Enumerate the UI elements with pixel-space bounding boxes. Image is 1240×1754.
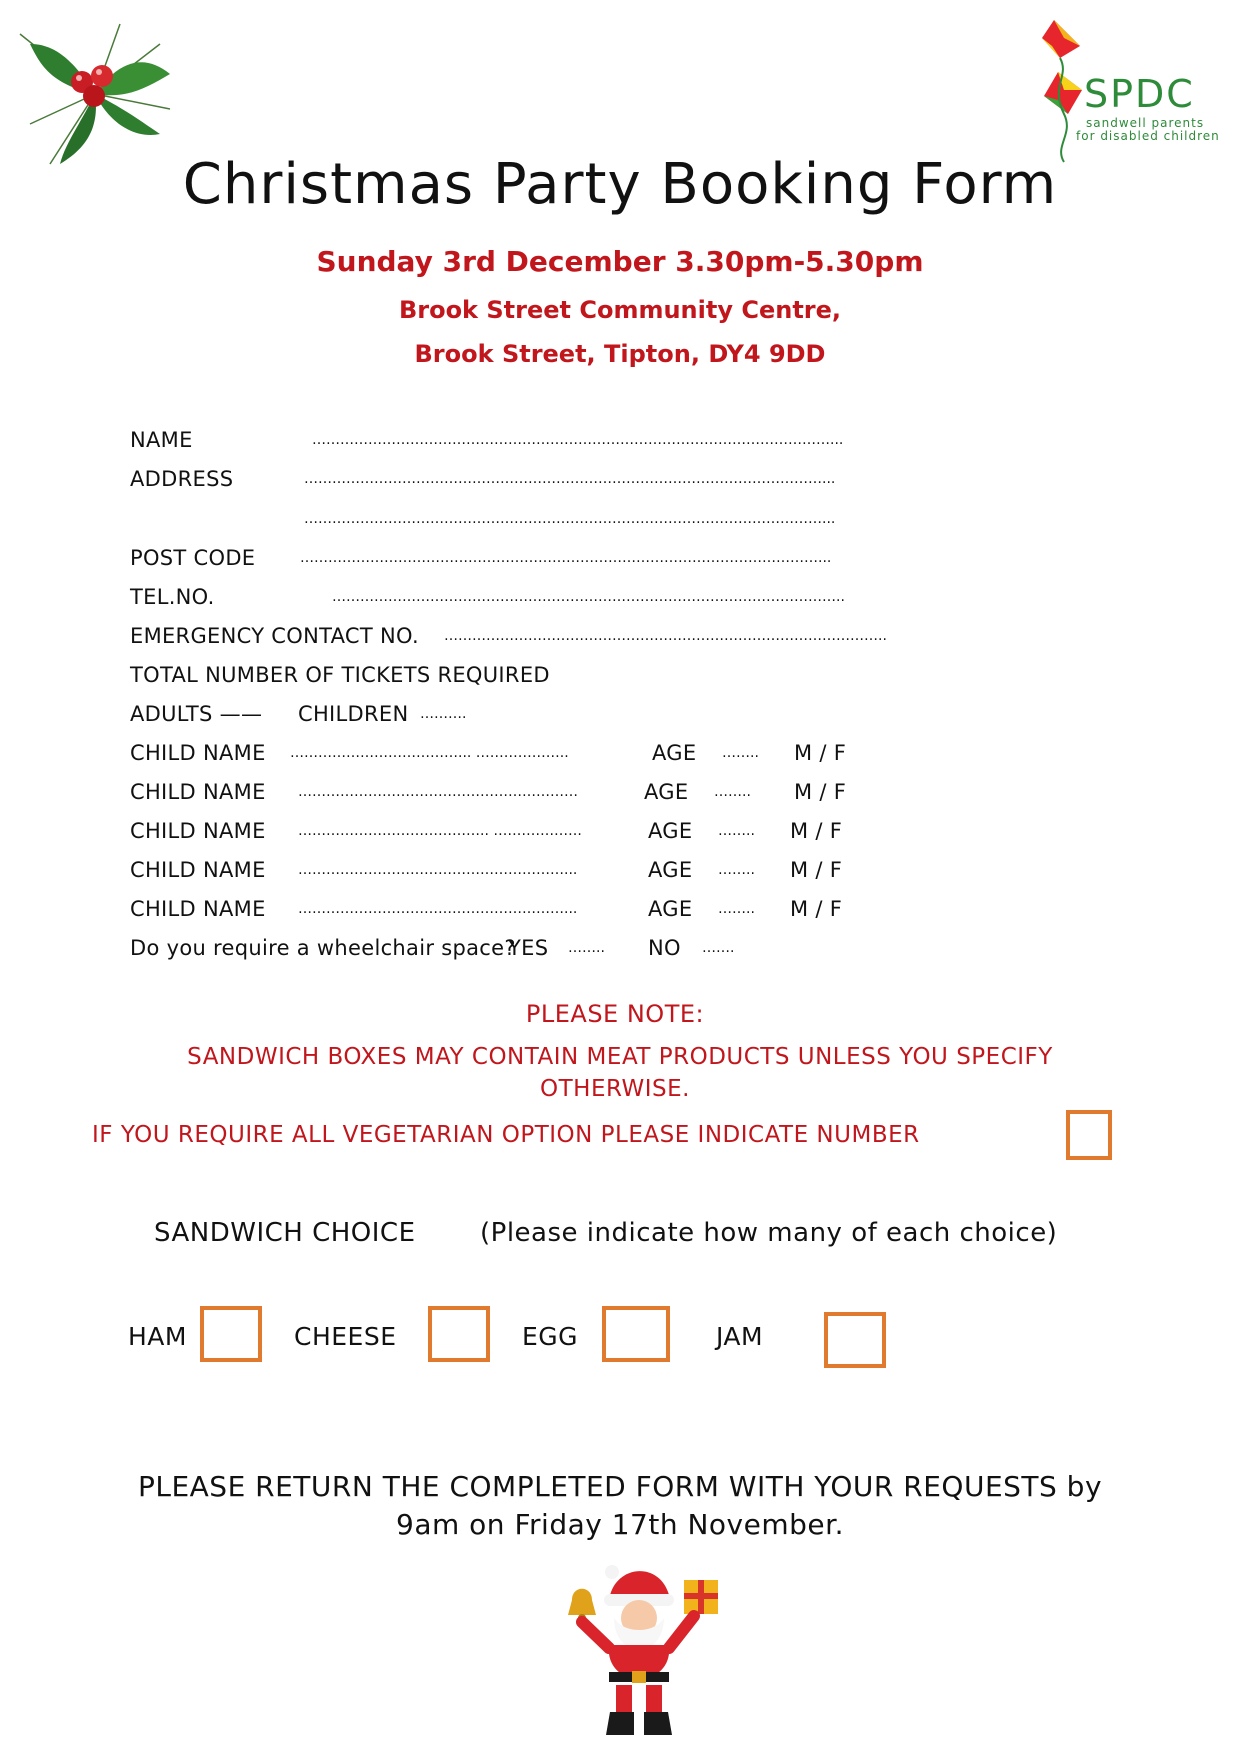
child-name-field[interactable]: …………………………………………………... [298, 901, 578, 917]
adults-label: ADULTS —— [130, 702, 263, 726]
gender-field[interactable]: M / F [790, 819, 843, 843]
age-field[interactable]: …….. [714, 784, 751, 800]
postcode-label: POST CODE [130, 546, 256, 570]
age-label: AGE [648, 819, 693, 843]
age-label: AGE [652, 741, 697, 765]
page-title: Christmas Party Booking Form [182, 152, 1058, 217]
sandwich-ham-label: HAM [128, 1322, 187, 1351]
emergency-contact-label: EMERGENCY CONTACT NO. [130, 624, 419, 648]
child-name-label: CHILD NAME [130, 897, 266, 921]
return-line-1: PLEASE RETURN THE COMPLETED FORM WITH YOUR REQUESTS by [137, 1470, 1103, 1503]
sandwich-egg-label: EGG [522, 1322, 579, 1351]
child-name-field[interactable]: …………………………………………………... [298, 862, 578, 878]
wheelchair-yes-label: YES [508, 936, 549, 960]
egg-count-box[interactable] [602, 1306, 670, 1362]
age-label: AGE [644, 780, 689, 804]
wheelchair-yes-field[interactable]: …….. [568, 940, 605, 956]
child-name-label: CHILD NAME [130, 858, 266, 882]
note-heading: PLEASE NOTE: [525, 1000, 705, 1028]
santa-icon [554, 1560, 724, 1745]
tel-field[interactable]: ……………………………………………………………………………………………….. [332, 589, 845, 605]
age-label: AGE [648, 897, 693, 921]
event-date-time: Sunday 3rd December 3.30pm-5.30pm [316, 245, 924, 278]
address-field-2[interactable]: …………………………………………………………………………………………………... [304, 511, 836, 527]
children-label: CHILDREN [298, 702, 409, 726]
postcode-field[interactable]: …………………………………………………………………………………………………... [300, 550, 832, 566]
ham-count-box[interactable] [200, 1306, 262, 1362]
tickets-label: TOTAL NUMBER OF TICKETS REQUIRED [130, 663, 550, 687]
gender-field[interactable]: M / F [794, 780, 847, 804]
note-line-1: SANDWICH BOXES MAY CONTAIN MEAT PRODUCTS UNLESS YOU SPECIFY [187, 1044, 1053, 1070]
age-label: AGE [648, 858, 693, 882]
venue-line-2: Brook Street, Tipton, DY4 9DD [414, 340, 826, 368]
wheelchair-no-field[interactable]: ……. [702, 940, 735, 956]
tel-label: TEL.NO. [130, 585, 215, 609]
child-name-label: CHILD NAME [130, 780, 266, 804]
name-label: NAME [130, 428, 193, 452]
child-name-field[interactable]: ………………………………….. ………………. [298, 823, 582, 839]
child-name-label: CHILD NAME [130, 819, 266, 843]
return-line-2: 9am on Friday 17th November. [396, 1508, 844, 1541]
child-name-label: CHILD NAME [130, 741, 266, 765]
note-line-2: OTHERWISE. [540, 1076, 690, 1102]
kite-logo-icon [1040, 16, 1090, 166]
wheelchair-question: Do you require a wheelchair space? [130, 936, 516, 960]
vegetarian-line: IF YOU REQUIRE ALL VEGETARIAN OPTION PLEASE INDICATE NUMBER [92, 1122, 920, 1148]
child-name-field[interactable]: …………………………………………………… [298, 784, 578, 800]
vegetarian-count-box[interactable] [1066, 1110, 1112, 1160]
sandwich-cheese-label: CHEESE [294, 1322, 397, 1351]
logo-tagline1: sandwell parents [1086, 116, 1205, 130]
sandwich-instruction: (Please indicate how many of each choice) [480, 1218, 1058, 1248]
sandwich-jam-label: JAM [716, 1322, 764, 1351]
jam-count-box[interactable] [824, 1312, 886, 1368]
child-name-field[interactable]: ………………………………... ……………….. [290, 745, 569, 761]
holly-icon [10, 14, 180, 174]
age-field[interactable]: …….. [718, 823, 755, 839]
age-field[interactable]: …….. [722, 745, 759, 761]
emergency-contact-field[interactable]: ………………………………………………………………………………….. [444, 628, 887, 644]
spdc-logo [1040, 16, 1230, 166]
gender-field[interactable]: M / F [790, 897, 843, 921]
cheese-count-box[interactable] [428, 1306, 490, 1362]
sandwich-heading: SANDWICH CHOICE [154, 1218, 416, 1248]
age-field[interactable]: …….. [718, 862, 755, 878]
wheelchair-no-label: NO [648, 936, 681, 960]
gender-field[interactable]: M / F [790, 858, 843, 882]
address-label: ADDRESS [130, 467, 234, 491]
logo-tagline2: for disabled children [1076, 129, 1220, 143]
gender-field[interactable]: M / F [794, 741, 847, 765]
children-field[interactable]: ………. [420, 706, 467, 722]
name-field[interactable]: …………………………………………………………………………………………………... [312, 432, 844, 448]
venue-line-1: Brook Street Community Centre, [398, 296, 842, 324]
address-field-1[interactable]: …………………………………………………………………………………………………... [304, 471, 836, 487]
logo-brand: SPDC [1084, 72, 1195, 116]
age-field[interactable]: …….. [718, 901, 755, 917]
